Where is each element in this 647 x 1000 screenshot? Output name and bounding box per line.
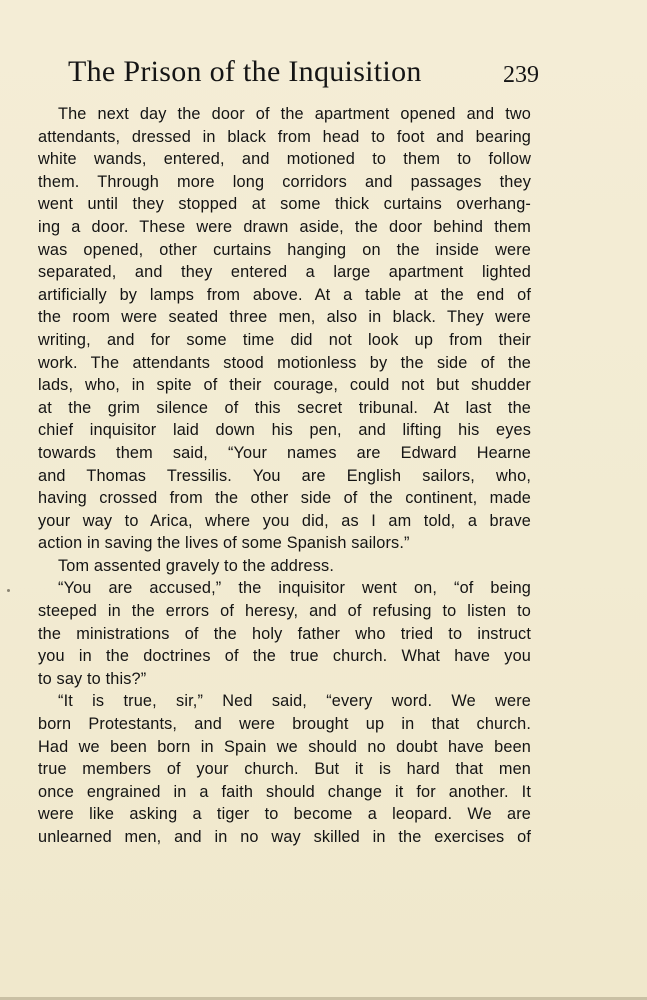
text-line: was opened, other curtains hanging on the inside were (38, 240, 531, 259)
text-line: Had we been born in Spain we should no doubt have been (38, 737, 531, 756)
text-line: lads, who, in spite of their courage, could not but shudder (38, 376, 531, 395)
text-line: them. Through more long corridors and passages they (38, 172, 531, 191)
text-line: The next day the door of the apartment opened and two (58, 105, 531, 123)
text-line: “It is true, sir,” Ned said, “every word. We were (58, 692, 531, 711)
text-line: and Thomas Tressilis. You are English sailors, who, (38, 466, 531, 485)
text-line: once engrained in a faith should change it for another. It (38, 782, 531, 801)
text-line: Tom assented gravely to the address. (58, 556, 334, 575)
text-line: unlearned men, and in no way skilled in the exercises of (38, 828, 531, 846)
text-line: went until they stopped at some thick curtains overhang- (38, 195, 531, 214)
running-title: The Prison of the Inquisition (68, 55, 422, 88)
text-line: action in saving the lives of some Spanish sailors.” (38, 534, 410, 553)
text-line: work. The attendants stood motionless by the side of the (38, 353, 531, 372)
text-line: to say to this?” (38, 669, 147, 688)
text-line: separated, and they entered a large apartment lighted (38, 263, 531, 282)
text-line: writing, and for some time did not look up from their (38, 330, 531, 349)
text-line: towards them said, “Your names are Edward Hearne (38, 443, 531, 462)
text-line: at the grim silence of this secret tribunal. At last the (38, 398, 531, 417)
text-line: steeped in the errors of heresy, and of refusing to listen to (38, 602, 531, 621)
page-header (68, 52, 543, 96)
text-line: “You are accused,” the inquisitor went on, “of being (58, 579, 531, 598)
text-line: the room were seated three men, also in black. They were (38, 308, 531, 327)
text-line: were like asking a tiger to become a leopard. We are (38, 805, 531, 824)
text-line: artificially by lamps from above. At a table at the end of (38, 285, 531, 304)
page-number: 239 (503, 62, 539, 88)
text-line: chief inquisitor laid down his pen, and lifting his eyes (38, 421, 531, 440)
text-line: your way to Arica, where you did, as I am told, a brave (38, 511, 531, 530)
text-line: attendants, dressed in black from head to foot and bearing (38, 127, 531, 146)
text-line: ing a door. These were drawn aside, the door behind them (38, 217, 531, 236)
text-line: white wands, entered, and motioned to them to follow (38, 150, 531, 169)
text-line: you in the doctrines of the true church. What have you (38, 647, 531, 666)
text-line: born Protestants, and were brought up in that church. (38, 715, 531, 734)
text-line: having crossed from the other side of the continent, made (38, 489, 531, 508)
body-text (38, 103, 531, 849)
margin-speck (7, 589, 10, 592)
text-line: true members of your church. But it is hard that men (38, 760, 531, 779)
text-line: the ministrations of the holy father who tried to instruct (38, 624, 531, 643)
